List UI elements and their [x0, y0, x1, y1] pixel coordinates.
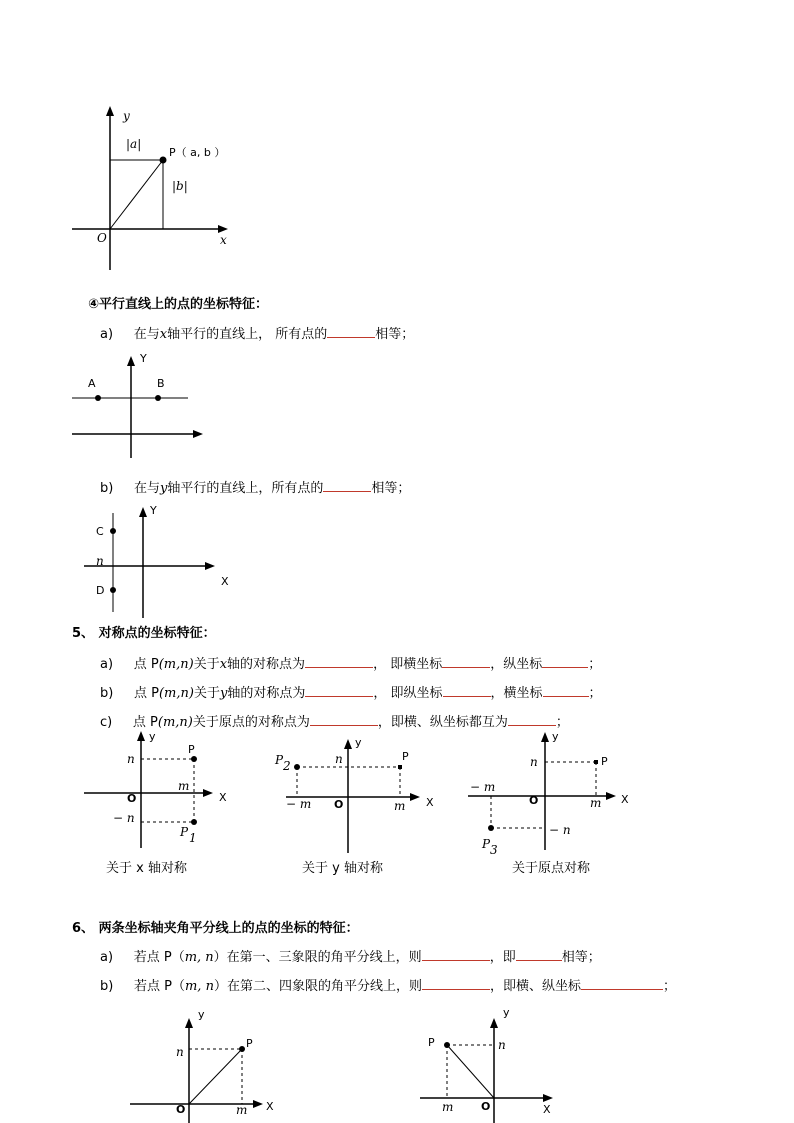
- text: ，即: [489, 950, 516, 965]
- fig5-n-label: n: [335, 752, 343, 766]
- text: 在与: [134, 481, 161, 496]
- text: ；: [588, 686, 602, 701]
- fig4-p-label: P: [188, 743, 195, 756]
- fig1-origin-label: O: [97, 231, 107, 245]
- text: ）在第一、三象限的角平分线上，则: [213, 950, 422, 965]
- fig6-caption: 关于原点对称: [512, 861, 591, 876]
- point-coords: (m,n): [157, 715, 193, 730]
- text: 轴平行的直线上，所有点的: [167, 481, 324, 496]
- fig6-y-label: y: [552, 730, 559, 743]
- fig5-p2-sub: 2: [283, 759, 291, 773]
- text: ，即横、纵坐标都互为: [377, 715, 508, 730]
- fig1-point-label: P（ a, b ）: [169, 146, 226, 159]
- fig8-n-label: n: [498, 1038, 506, 1052]
- fig7-x-label: X: [266, 1100, 274, 1113]
- var-y: y: [160, 481, 168, 496]
- point-coords: (m,n): [158, 686, 194, 701]
- fig6-neg-m-label: − m: [470, 780, 496, 794]
- fig6-neg-n-label: − n: [549, 823, 571, 837]
- fig3-y-label: Y: [150, 504, 157, 517]
- fig1-abs-b-label: |b|: [172, 179, 188, 193]
- var-y: y: [219, 686, 228, 701]
- item-marker: b): [100, 481, 114, 496]
- fig6-origin-label: O: [529, 794, 539, 807]
- fig5-y-label: y: [355, 736, 362, 749]
- fig7-y-label: y: [198, 1008, 205, 1021]
- var-x: x: [159, 327, 168, 342]
- text: 关于: [193, 657, 220, 672]
- fig8-y-label: y: [503, 1006, 510, 1019]
- text: ；: [588, 657, 602, 672]
- text: ）在第二、四象限的角平分线上，则: [213, 979, 422, 994]
- fig7-p-label: P: [246, 1037, 253, 1050]
- text: 相等；: [371, 481, 411, 496]
- fig2-b-label: B: [157, 377, 165, 390]
- text: ，纵坐标: [490, 657, 543, 672]
- fig8-m-label: m: [442, 1100, 454, 1114]
- fig6-m-label: m: [590, 796, 602, 810]
- fig5-origin-label: O: [334, 798, 344, 811]
- fig4-p1-sub: 1: [189, 831, 197, 845]
- fig5-p-label: P: [402, 750, 409, 763]
- fig1-y-label: y: [123, 109, 130, 123]
- fig6-x-label: X: [621, 793, 629, 806]
- text: 关于原点的对称点为: [192, 715, 310, 730]
- fig5-x-label: X: [426, 796, 434, 809]
- section-4-heading: ④平行直线上的点的坐标特征：: [88, 297, 269, 312]
- fig7-m-label: m: [236, 1103, 248, 1117]
- fig1-abs-a-label: |a|: [126, 137, 142, 151]
- fig6-p3-sub: 3: [490, 843, 498, 857]
- fig2-a-label: A: [88, 377, 96, 390]
- fig5-p2-label: P: [275, 753, 284, 767]
- point-coords: m, n: [184, 979, 214, 994]
- item-marker: b): [100, 979, 114, 994]
- point-coords: (m,n): [158, 657, 194, 672]
- fig1-x-label: x: [220, 233, 227, 247]
- section-6-heading: 6、 两条坐标轴夹角平分线上的点的坐标的特征：: [72, 921, 359, 936]
- text: 若点 P（: [133, 950, 185, 965]
- text: 若点 P（: [134, 979, 185, 994]
- fig3-x-label: X: [221, 575, 229, 588]
- text: ；: [555, 715, 569, 730]
- item-marker: a): [100, 950, 114, 965]
- text: 轴的对称点为: [227, 686, 306, 701]
- item-marker: c): [100, 715, 113, 730]
- fig7-origin-label: O: [176, 1103, 186, 1116]
- fig3-c-label: C: [96, 525, 104, 538]
- text: ， 即纵坐标: [373, 686, 443, 701]
- text: ， 即横坐标: [373, 657, 443, 672]
- var-x: x: [219, 657, 228, 672]
- text: ，横坐标: [490, 686, 543, 701]
- fig4-p1-label: P: [180, 825, 189, 839]
- fig6-n-label: n: [530, 755, 538, 769]
- fig5-caption: 关于 y 轴对称: [302, 861, 383, 876]
- text: 轴的对称点为: [227, 657, 306, 672]
- fig4-x-label: X: [219, 791, 227, 804]
- fig5-m-label: m: [394, 799, 406, 813]
- fig3-d-label: D: [96, 584, 105, 597]
- text: 点 P: [132, 715, 158, 730]
- text: ；: [662, 979, 676, 994]
- point-coords: m, n: [184, 950, 214, 965]
- fig3-n-label: n: [96, 554, 104, 568]
- text: 相等；: [561, 950, 601, 965]
- item-marker: a): [100, 327, 114, 342]
- fig4-m-label: m: [178, 779, 190, 793]
- fig8-p-label: P: [428, 1036, 435, 1049]
- fig8-x-label: X: [543, 1103, 551, 1116]
- text: 点 P: [134, 686, 159, 701]
- item-marker: b): [100, 686, 114, 701]
- fig7-n-label: n: [176, 1045, 184, 1059]
- fig6-p-label: P: [601, 755, 608, 768]
- fig4-caption: 关于 x 轴对称: [106, 861, 187, 876]
- fig2-y-label: Y: [140, 352, 147, 365]
- section-5-heading: 5、 对称点的坐标特征：: [72, 626, 216, 641]
- text: 轴平行的直线上， 所有点的: [167, 327, 328, 342]
- text: 点 P: [133, 657, 159, 672]
- text: 在与: [133, 327, 160, 342]
- fig4-y-label: y: [149, 730, 156, 743]
- text: ，即横、纵坐标: [489, 979, 581, 994]
- text: 相等；: [375, 327, 415, 342]
- item-marker: a): [100, 657, 114, 672]
- fig4-origin-label: O: [127, 792, 137, 805]
- fig5-neg-m-label: − m: [286, 797, 312, 811]
- fig4-neg-n-label: − n: [113, 811, 135, 825]
- fig6-p3-label: P: [482, 837, 491, 851]
- fig4-n-label: n: [127, 752, 135, 766]
- text: 关于: [193, 686, 220, 701]
- fig8-origin-label: O: [481, 1100, 491, 1113]
